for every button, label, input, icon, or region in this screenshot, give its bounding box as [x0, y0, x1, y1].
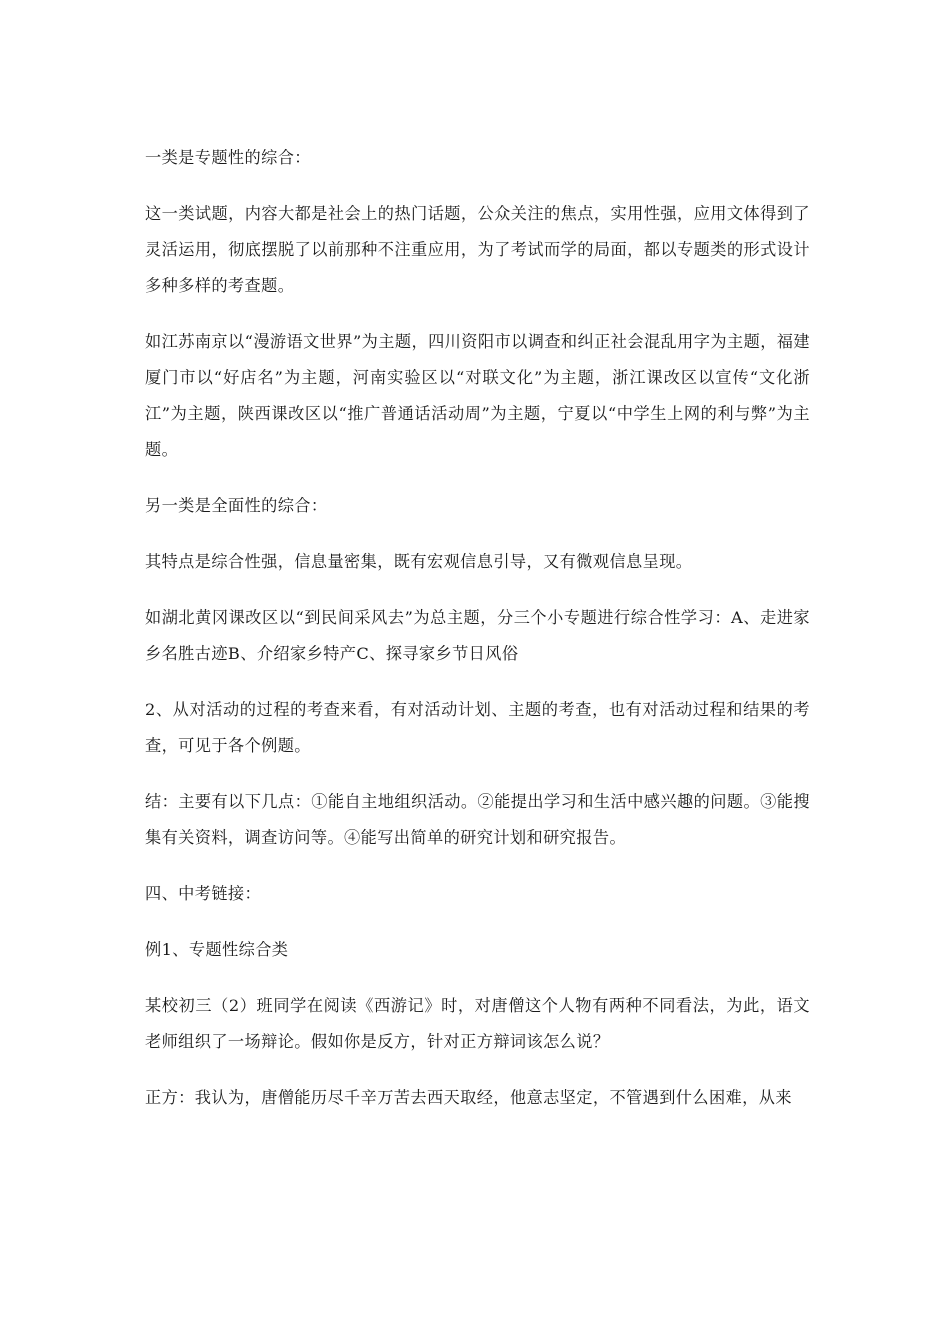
document-body	[145, 140, 810, 1116]
paragraph-topic-type-description: 这一类试题，内容大都是社会上的热门话题，公众关注的焦点，实用性强，应用文体得到了灵活运用，彻底摆脱了以前那种不注重应用，为了考试而学的局面，都以专题类的形式设计多种多样的考查题。	[145, 204, 810, 295]
paragraph-topic-examples: 如江苏南京以“漫游语文世界”为主题，四川资阳市以调查和纠正社会混乱用字为主题，福建厦门市以“好店名”为主题，河南实验区以“对联文化”为主题，浙江课改区以宣传“文化浙江”为主题，陕西课改区以“推广普通话活动周”为主题，宁夏以“中学生上网的利与弊”为主题。	[145, 332, 810, 459]
paragraph-summary: 结：主要有以下几点：①能自主地组织活动。②能提出学习和生活中感兴趣的问题。③能搜集有关资料，调查访问等。④能写出简单的研究计划和研究报告。	[145, 792, 810, 847]
paragraph-comprehensive-type-heading: 另一类是全面性的综合：	[145, 496, 328, 515]
paragraph-topic-type-heading: 一类是专题性的综合：	[145, 148, 311, 167]
paragraph-comprehensive-features: 其特点是综合性强，信息量密集，既有宏观信息引导，又有微观信息呈现。	[145, 552, 693, 571]
paragraph-debate-question: 某校初三（2）班同学在阅读《西游记》时，对唐僧这个人物有两种不同看法，为此，语文老师组织了一场辩论。假如你是反方，针对正方辩词该怎么说？	[145, 996, 810, 1051]
section-heading-exam-links: 四、中考链接：	[145, 884, 262, 903]
paragraph-process-assessment: 2、从对活动的过程的考查来看，有对活动计划、主题的考查，也有对活动过程和结果的考查，可见于各个例题。	[145, 700, 810, 755]
paragraph-affirmative-side: 正方：我认为，唐僧能历尽千辛万苦去西天取经，他意志坚定，不管遇到什么困难，从来	[145, 1088, 792, 1107]
example-heading: 例1、专题性综合类	[145, 940, 289, 959]
paragraph-comprehensive-example: 如湖北黄冈课改区以“到民间采风去”为总主题，分三个小专题进行综合性学习：A、走进家乡名胜古迹B、介绍家乡特产C、探寻家乡节日风俗	[145, 608, 810, 663]
